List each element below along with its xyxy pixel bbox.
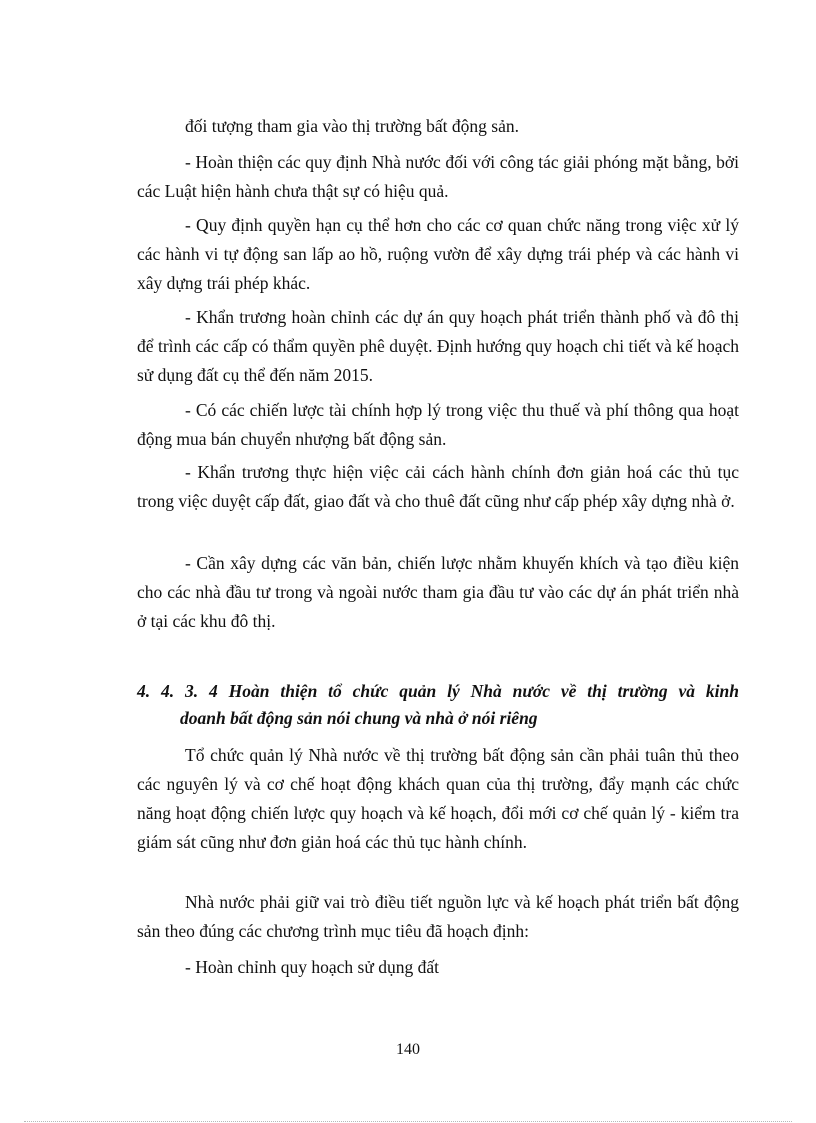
paragraph-investment-incentives: - Cần xây dựng các văn bản, chiến lược nhằm khuyến khích và tạo điều kiện cho các nhà đầu tư trong và ngoài nước tham gia đầu tư vào các dự án phát triển nhà ở tại các khu đô thị. (137, 553, 739, 631)
paragraph-authority-powers: - Quy định quyền hạn cụ thể hơn cho các cơ quan chức năng trong việc xử lý các hành vi tự động san lấp ao hồ, ruộng vườn để xây dựng trái phép và các hành vi xây dựng trái phép khác. (137, 215, 739, 293)
paragraph-planning-projects: - Khẩn trương hoàn chỉnh các dự án quy hoạch phát triển thành phố và đô thị để trình các cấp có thẩm quyền phê duyệt. Định hướng quy hoạch chi tiết và kế hoạch sử dụng đất cụ thể đến năm 2015. (137, 307, 739, 385)
section-heading (137, 678, 739, 732)
paragraph-clearance-regulations: - Hoàn thiện các quy định Nhà nước đối với công tác giải phóng mặt bằng, bởi các Luật hiện hành chưa thật sự có hiệu quả. (137, 152, 739, 201)
paragraph-land-use-planning: - Hoàn chỉnh quy hoạch sử dụng đất (185, 957, 439, 977)
paragraph-administrative-reform: - Khẩn trương thực hiện việc cải cách hành chính đơn giản hoá các thủ tục trong việc duyệt cấp đất, giao đất và cho thuê đất cũng như cấp phép xây dựng nhà ở. (137, 462, 739, 511)
section-heading-line-2: doanh bất động sản nói chung và nhà ở nói riêng (180, 708, 538, 728)
section-heading-line-1: 4. 4. 3. 4 Hoàn thiện tổ chức quản lý Nhà nước về thị trường và kinh (137, 681, 739, 701)
paragraph-state-management: Tổ chức quản lý Nhà nước về thị trường bất động sản cần phải tuân thủ theo các nguyên lý và cơ chế hoạt động khách quan của thị trường, đẩy mạnh các chức năng hoạt động chiến lược quy hoạch và kế hoạch, đổi mới cơ chế quản lý - kiểm tra giám sát cũng như đơn giản hoá các thủ tục hành chính. (137, 745, 739, 852)
paragraph-financial-strategy: - Có các chiến lược tài chính hợp lý trong việc thu thuế và phí thông qua hoạt động mua bán chuyển nhượng bất động sản. (137, 400, 739, 449)
page-bottom-divider (24, 1121, 792, 1122)
paragraph-continuation: đối tượng tham gia vào thị trường bất động sản. (185, 116, 519, 136)
page-number: 140 (396, 1041, 420, 1058)
paragraph-state-role: Nhà nước phải giữ vai trò điều tiết nguồn lực và kế hoạch phát triển bất động sản theo đúng các chương trình mục tiêu đã hoạch định: (137, 892, 739, 941)
